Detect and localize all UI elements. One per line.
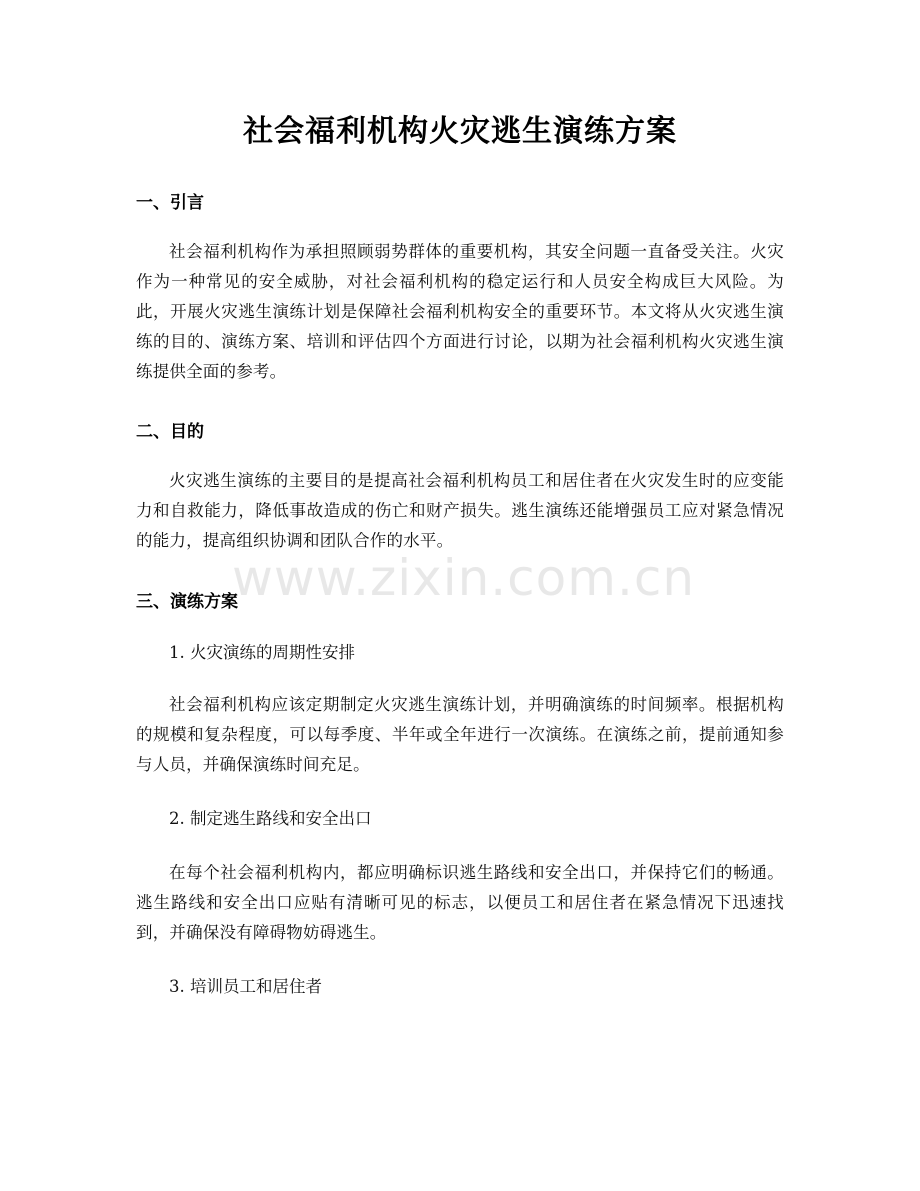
purpose-paragraph: 火灾逃生演练的主要目的是提高社会福利机构员工和居住者在火灾发生时的应变能力和自救能力，降低事故造成的伤亡和财产损失。逃生演练还能增强员工应对紧急情况的能力，提高组织协调和团队合作的水平。: [136, 471, 784, 550]
plan-item-1-paragraph: 社会福利机构应该定期制定火灾逃生演练计划，并明确演练的时间频率。根据机构的规模和复杂程度，可以每季度、半年或全年进行一次演练。在演练之前，提前通知参与人员，并确保演练时间充足。: [136, 695, 784, 774]
intro-paragraph: 社会福利机构作为承担照顾弱势群体的重要机构，其安全问题一直备受关注。火灾作为一种常见的安全威胁，对社会福利机构的稳定运行和人员安全构成巨大风险。为此，开展火灾逃生演练计划是保障社会福利机构安全的重要环节。本文将从火灾逃生演练的目的、演练方案、培训和评估四个方面进行讨论，以期为社会福利机构火灾逃生演练提供全面的参考。: [136, 242, 784, 381]
plan-item-1-title: 1. 火灾演练的周期性安排: [169, 643, 355, 662]
plan-item-2-paragraph: 在每个社会福利机构内，都应明确标识逃生路线和安全出口，并保持它们的畅通。逃生路线和安全出口应贴有清晰可见的标志，以便员工和居住者在紧急情况下迅速找到，并确保没有障碍物妨碍逃生。: [136, 863, 784, 942]
section-heading-purpose: 二、目的: [136, 422, 204, 442]
section-heading-plan: 三、演练方案: [136, 592, 238, 612]
plan-item-2-title: 2. 制定逃生路线和安全出口: [169, 809, 372, 828]
watermark: www.zixin.com.cn: [232, 549, 696, 607]
plan-item-3-title: 3. 培训员工和居住者: [169, 977, 322, 996]
document-title: 社会福利机构火灾逃生演练方案: [243, 114, 677, 149]
section-heading-intro: 一、引言: [136, 193, 204, 213]
